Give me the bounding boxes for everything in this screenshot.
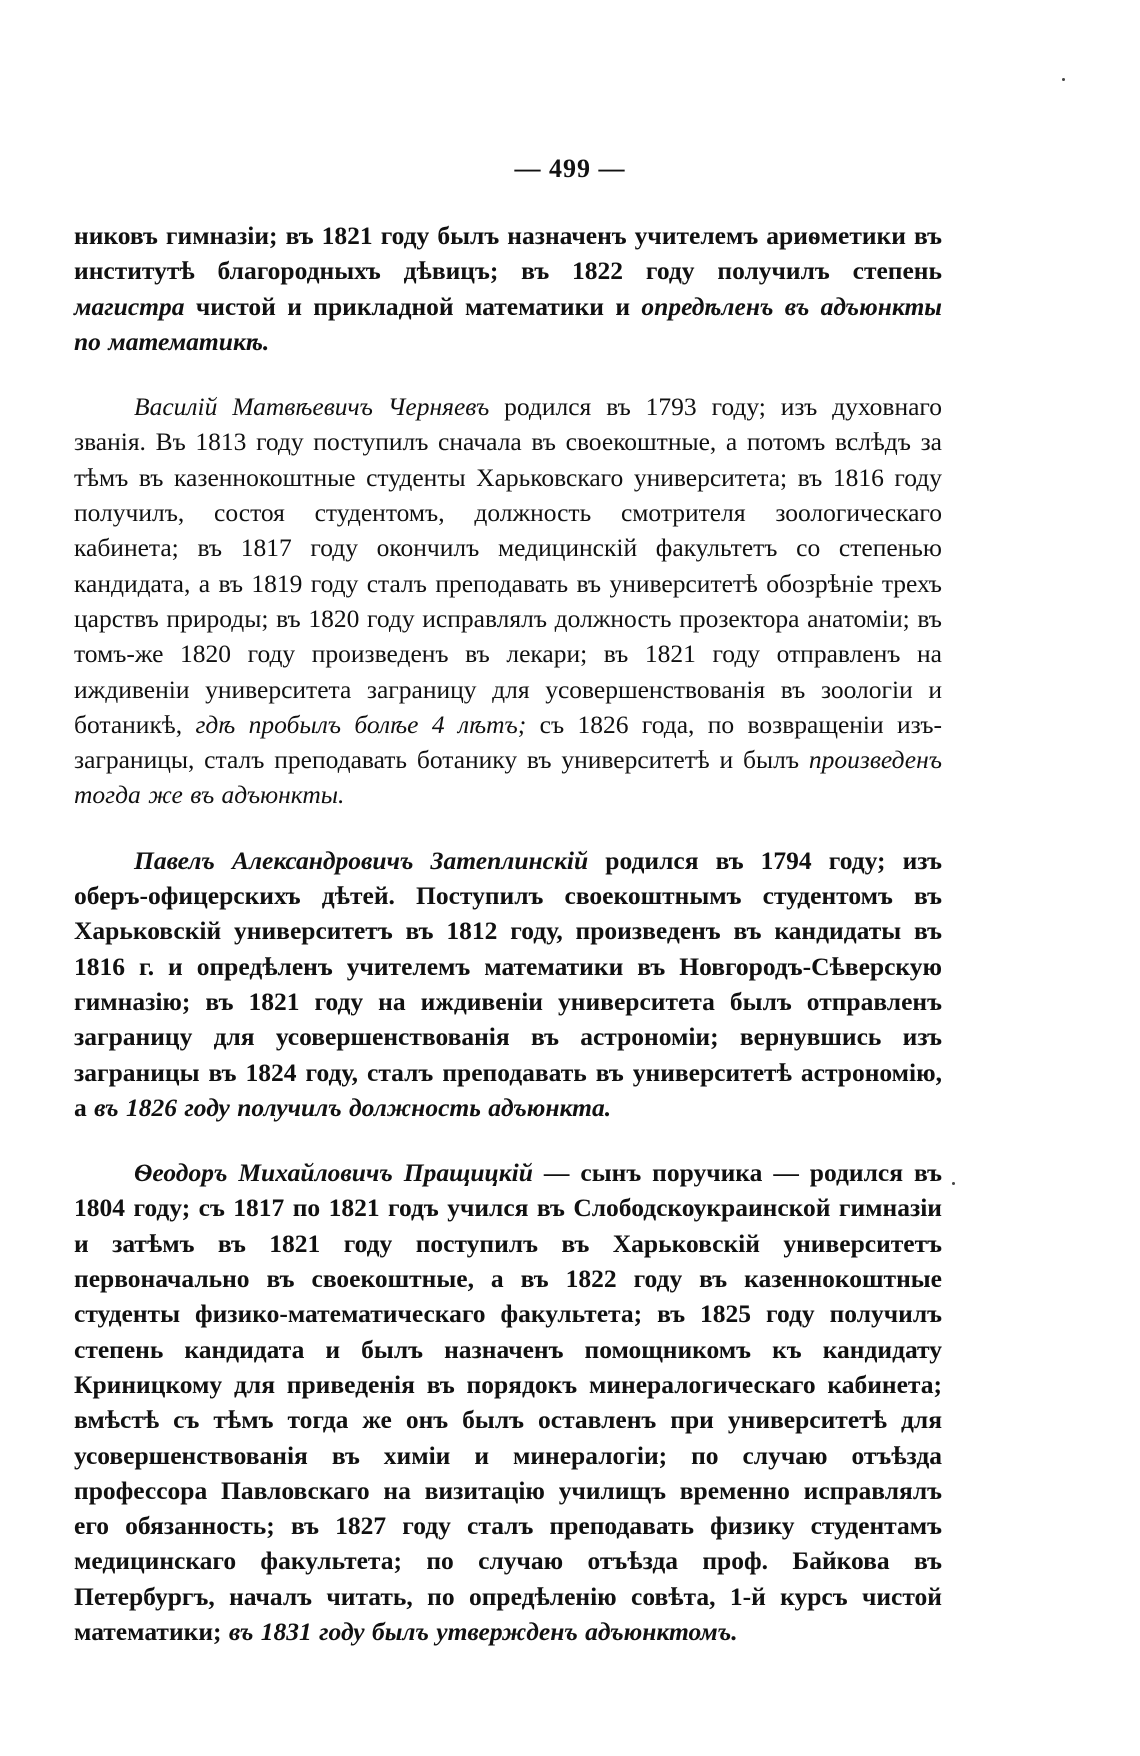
person-name: Василiй Матвѣевичъ Черняевъ [134,392,490,422]
text-run: родился въ 1794 году; изъ оберъ-офицерскихъ дѣтей. Поступилъ своекоштнымъ студентомъ въ Харьковскiй университетъ въ 1812 году, произведенъ въ кандидаты въ 1816 г. и опредѣленъ учителемъ математики въ Новгородъ-Сѣверскую гимназiю; въ 1821 году на иждивенiи университета былъ отправленъ заграницу для усовершенствованiя въ астрономiи; вернувшись изъ заграницы въ 1824 году, сталъ преподавать въ университетѣ астрономiю, а [74,845,942,1122]
paragraph-continuation [74,218,942,359]
text-run: родился въ 1793 году; изъ духовнаго званiя. Въ 1813 году поступилъ сначала въ своекоштные, а потомъ вслѣдъ за тѣмъ въ казеннокоштные студенты Харьковскаго университета; въ 1816 году получилъ, состоя студентомъ, должность смотрителя зоологическаго кабинета; въ 1817 году окончилъ медицинскiй факультетъ со степенью кандидата, а въ 1819 году сталъ преподавать въ университетѣ обозрѣнiе трехъ царствъ природы; въ 1820 году исправлялъ должность прозектора анатомiи; въ томъ-же 1820 году произведенъ въ лекари; въ 1821 году отправленъ на иждивенiи университета заграницу для усовершенствованiя въ зоологiи и ботаникѣ, [74,392,942,739]
body-text [74,218,942,1679]
scan-speck [952,1182,955,1185]
italic-run: магистра [74,291,185,321]
paragraph-chernyaev [74,389,942,813]
scan-speck [1062,78,1065,81]
text-run: съ 1826 года, по возвращенiи изъ-заграницы, сталъ преподавать ботанику въ университетѣ и былъ [74,709,942,775]
italic-run: въ 1831 году былъ утвержденъ адъюнктомъ. [228,1616,738,1646]
person-name: Ѳеодоръ Михайловичъ Пращицкiй [134,1158,533,1188]
paragraph-prashchitsky [74,1155,942,1649]
paragraph-zateplinsky [74,843,942,1125]
page-number: — 499 — [514,154,626,183]
text-run: — сынъ поручика — родился въ 1804 году; съ 1817 по 1821 годъ учился въ Слободскоукраинской гимназiи и затѣмъ въ 1821 году поступилъ въ Харьковскiй университетъ первоначально въ своекоштные, а въ 1822 году въ казеннокоштные студенты физико-математическаго факультета; въ 1825 году получилъ степень кандидата и былъ назначенъ помощникомъ къ кандидату Криницкому для приведенiя въ порядокъ минералогическаго кабинета; вмѣстѣ съ тѣмъ тогда же онъ былъ оставленъ при университетѣ для усовершенствованiя въ химiи и минералогiи; по случаю отъѣзда профессора Павловскаго на визитацiю училищъ временно исправлялъ его обязанность; въ 1827 году сталъ преподавать физику студентамъ медицинскаго факультета; по случаю отъѣзда проф. Байкова въ Петербургъ, началъ читать, по опредѣленiю совѣта, 1-й курсъ чистой математики; [74,1158,942,1646]
person-name: Павелъ Александровичъ Затеплинскiй [134,845,589,875]
italic-run: произведенъ тогда же въ адъюнкты. [74,745,942,810]
italic-run: гдѣ пробылъ болѣе 4 лѣтъ; [195,709,527,739]
text-run: никовъ гимназiи; въ 1821 году былъ назначенъ учителемъ ариѳметики въ институтѣ благородныхъ дѣвицъ; въ 1822 году получилъ степень [74,221,942,286]
text-run: чистой и прикладной математики и [184,291,642,321]
italic-run: въ 1826 году получилъ должность адъюнкта. [94,1092,612,1122]
italic-run: опредѣленъ въ адъюнкты по математикѣ. [74,291,942,356]
